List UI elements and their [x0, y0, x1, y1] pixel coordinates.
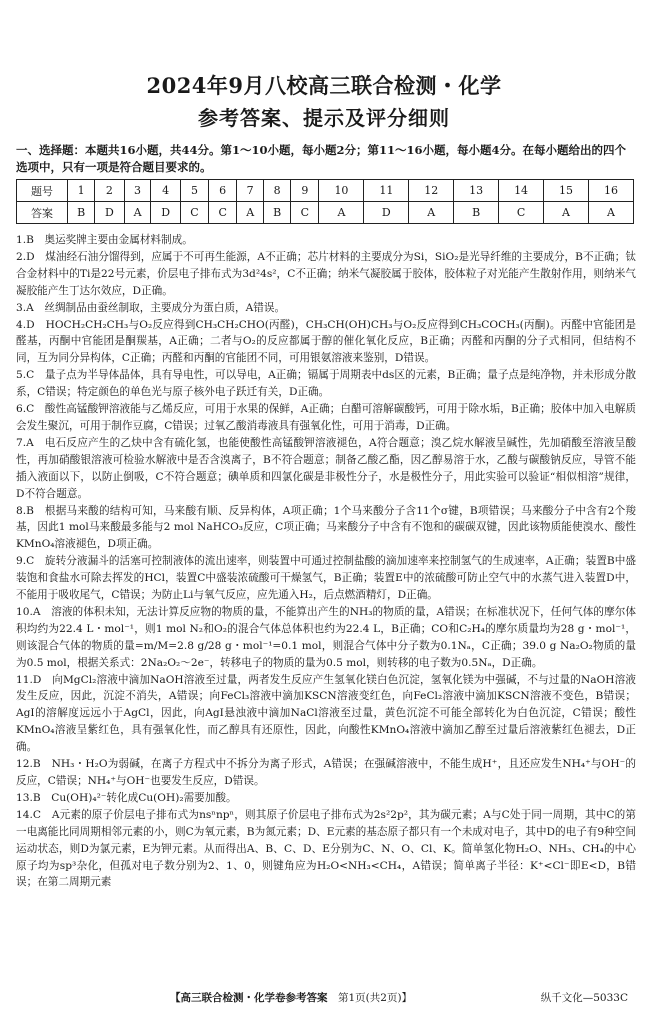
question-number: 10: [319, 180, 364, 202]
explanation-item: 13.B Cu(OH)₄²⁻转化成Cu(OH)₂需要加酸。: [16, 791, 237, 804]
footer-title-text: 【高三联合检测・化学卷参考答案: [170, 992, 328, 1004]
answer-cell: B: [454, 202, 499, 224]
question-number: 13: [454, 180, 499, 202]
explanation-item: 5.C 量子点为半导体晶体，具有导电性，可以导电，A正确；镉属于周期表中ds区的元素，B正确；量子点是纯净物，并未形成分散系，C错误；特定颜色的单色光与原子核外电子跃迁有关，D正确。: [16, 369, 636, 399]
answer-table-number-row: [17, 180, 634, 202]
answer-cell: C: [499, 202, 544, 224]
footer-publisher: 纵千文化—5033C: [540, 992, 628, 1004]
document-title: 2024年9月八校高三联合检测・化学: [146, 73, 502, 98]
row-label-answer: 答案: [17, 202, 68, 224]
question-number: 12: [409, 180, 454, 202]
row-label-number: 题号: [17, 180, 68, 202]
answer-cell: A: [544, 202, 589, 224]
explanation-item: 14.C A元素的原子价层电子排布式为nsⁿnpⁿ，则其原子价层电子排布式为2s²2p²，其为碳元素；A与C处于同一周期，其中C的第一电离能比同周期相邻元素的小，则C为氧元素，B为氮元素；D、E元素的基态原子都只有一个未成对电子，其中D的电子有9种空间运动状态，则D为氯元素，E为钾元素。从而得出A、B、C、D、E分别为C、N、O、Cl、K。简单氢化物H₂O、NH₃、CH₄的中心原子均为sp³杂化，但孤对电子数分别为2、1、0，则键角应为H₂O<NH₃<CH₄，A错误；简单离子半径：K⁺<Cl⁻即E<D，B错误；在第二周期元素: [16, 808, 636, 889]
footer-page-number: 第1页(共2页)】: [338, 992, 413, 1004]
question-number: 6: [209, 180, 237, 202]
explanation-list: [16, 232, 636, 891]
answer-table-answer-row: [17, 202, 634, 224]
answer-cell: C: [291, 202, 319, 224]
answer-cell: A: [237, 202, 264, 224]
answer-cell: A: [588, 202, 633, 224]
explanation-item: 12.B NH₃・H₂O为弱碱，在离子方程式中不拆分为离子形式，A错误；在强碱溶液中，不能生成H⁺，且还应发生NH₄⁺与OH⁻的反应，C错误；NH₄⁺与OH⁻也要发生反应，D错误。: [16, 758, 636, 787]
explanation-item: 9.C 旋转分液漏斗的活塞可控制液体的流出速率，则装置中可通过控制盐酸的滴加速率来控制氢气的生成速率，A正确；装置B中盛装饱和食盐水可除去挥发的HCl，装置C中盛装浓硫酸可干燥氢气，B正确；装置E中的浓硫酸可防止空气中的水蒸气进入装置D中，不能用于吸收尾气，C错误；为防止Li与氧气反应，应先通入H₂，后点燃酒精灯，D正确。: [16, 555, 636, 602]
answer-cell: D: [151, 202, 180, 224]
answer-cell: B: [264, 202, 291, 224]
answer-cell: B: [68, 202, 95, 224]
question-number: 5: [180, 180, 208, 202]
footer-title: [170, 990, 412, 1005]
explanation-item: 11.D 向MgCl₂溶液中滴加NaOH溶液至过量，两者发生反应产生氢氧化镁白色沉淀，氢氧化镁为中强碱，不与过量的NaOH溶液发生反应，因此，沉淀不消失，A错误；向FeCl₃溶液中滴加KSCN溶液变红色，向FeCl₂溶液中滴加KSCN溶液不变色，B错误；AgI的溶解度远远小于AgCl，因此，向AgI悬浊液中滴加NaCl溶液至过量，黄色沉淀不可能全部转化为白色沉淀，C错误；酸性KMnO₄溶液呈紫红色，具有强氧化性，而乙醇具有还原性，因此，向酸性KMnO₄溶液中滴加乙醇至过量后溶液紫红色褪去，D正确。: [16, 673, 636, 754]
question-number: 16: [588, 180, 633, 202]
answer-cell: D: [95, 202, 124, 224]
question-number: 11: [364, 180, 409, 202]
explanation-item: 6.C 酸性高锰酸钾溶液能与乙烯反应，可用于水果的保鲜，A正确；白醋可溶解碳酸钙，可用于除水垢，B正确；胶体中加入电解质会发生聚沉，可用于制作豆腐，C错误；过氧乙酸消毒液具有强氧化性，可用于消毒，D正确。: [16, 403, 636, 432]
question-number: 2: [95, 180, 124, 202]
explanation-item: 2.D 煤油经石油分馏得到，应属于不可再生能源，A不正确；芯片材料的主要成分为Si，SiO₂是光导纤维的主要成分，B不正确；钛合金材料中的Ti是22号元素，价层电子排布式为3d²4s²，C不正确；纳米气凝胶属于胶体，胶体粒子对光能产生散射作用，则纳米气凝胶能产生丁达尔效应，D正确。: [16, 250, 636, 297]
explanation-item: 3.A 丝绸制品由蚕丝制取，主要成分为蛋白质，A错误。: [16, 301, 286, 314]
answer-cell: C: [180, 202, 208, 224]
question-number: 4: [151, 180, 180, 202]
question-number: 9: [291, 180, 319, 202]
explanation-item: 1.B 奥运奖牌主要由金属材料制成。: [16, 234, 193, 246]
answer-cell: A: [319, 202, 364, 224]
question-number: 14: [499, 180, 544, 202]
explanation-item: 7.A 电石反应产生的乙炔中含有硫化氢，也能使酸性高锰酸钾溶液褪色，A符合题意；溴乙烷水解液呈碱性，先加硝酸至溶液呈酸性，再加硝酸银溶液可检验水解液中是否含溴离子，B不符合题意；制备乙酸乙酯，因乙醇易溶于水，乙酸与碳酸钠反应，导管不能插入液面以下，以防止倒吸，C不符合题意；碘单质和四氯化碳是非极性分子，水是极性分子，用此实验可以验证“相似相溶”规律，D不符合题意。: [16, 436, 636, 500]
page-footer: [0, 990, 648, 1010]
section-instructions: 一、选择题：本题共16小题，共44分。第1～10小题，每小题2分；第11～16小题，每小题4分。在每小题给出的四个选项中，只有一项是符合题目要求的。: [16, 143, 627, 174]
question-number: 3: [124, 180, 151, 202]
question-number: 7: [237, 180, 264, 202]
answer-cell: C: [209, 202, 237, 224]
answer-cell: A: [124, 202, 151, 224]
explanation-item: 4.D HOCH₂CH₂CH₃与O₂反应得到CH₃CH₂CHO(丙醛)，CH₃CH(OH)CH₃与O₂反应得到CH₃COCH₃(丙酮)。丙醛中官能团是醛基，丙酮中官能团是酮羰基，A正确；二者与O₂的反应都属于醇的催化氧化反应，B正确；丙醛和丙酮的分子式相同，但结构不同，互为同分异构体，C正确；丙醛和丙酮的官能团不同，可用银氨溶液来鉴别，D错误。: [16, 318, 636, 365]
explanation-item: 10.A 溶液的体积未知，无法计算反应物的物质的量，不能算出产生的NH₃的物质的量，A错误；在标准状况下，任何气体的摩尔体积均约为22.4 L・mol⁻¹，则1 mol N₂和O₂的混合气体总体积也约为22.4 L，B正确；CO和C₂H₄的摩尔质量均为28 g・mol⁻¹，则该混合气体的物质的量=m/M=2.8 g/28 g・mol⁻¹=0.1 mol，则混合气体中分子数为0.1Nₐ，C正确；39.0 g Na₂O₂物质的量为0.5 mol，根据关系式：2Na₂O₂～2e⁻，转移电子的物质的量为0.5 mol，则转移的电子数为0.5Nₐ，D正确。: [16, 605, 636, 669]
explanation-item: 8.B 根据马来酸的结构可知，马来酸有顺、反异构体，A项正确；1个马来酸分子含11个σ键，B项错误；马来酸分子中含有2个羧基，因此1 mol马来酸最多能与2 mol NaHCO₃反应，C项正确；马来酸分子中含有不饱和的碳碳双键，因此该物质能使溴水、酸性KMnO₄溶液褪色，D项正确。: [16, 504, 636, 551]
document-subtitle: 参考答案、提示及评分细则: [198, 106, 450, 130]
question-number: 8: [264, 180, 291, 202]
answer-cell: A: [409, 202, 454, 224]
question-number: 1: [68, 180, 95, 202]
answer-cell: D: [364, 202, 409, 224]
question-number: 15: [544, 180, 589, 202]
answer-table: [16, 179, 634, 224]
